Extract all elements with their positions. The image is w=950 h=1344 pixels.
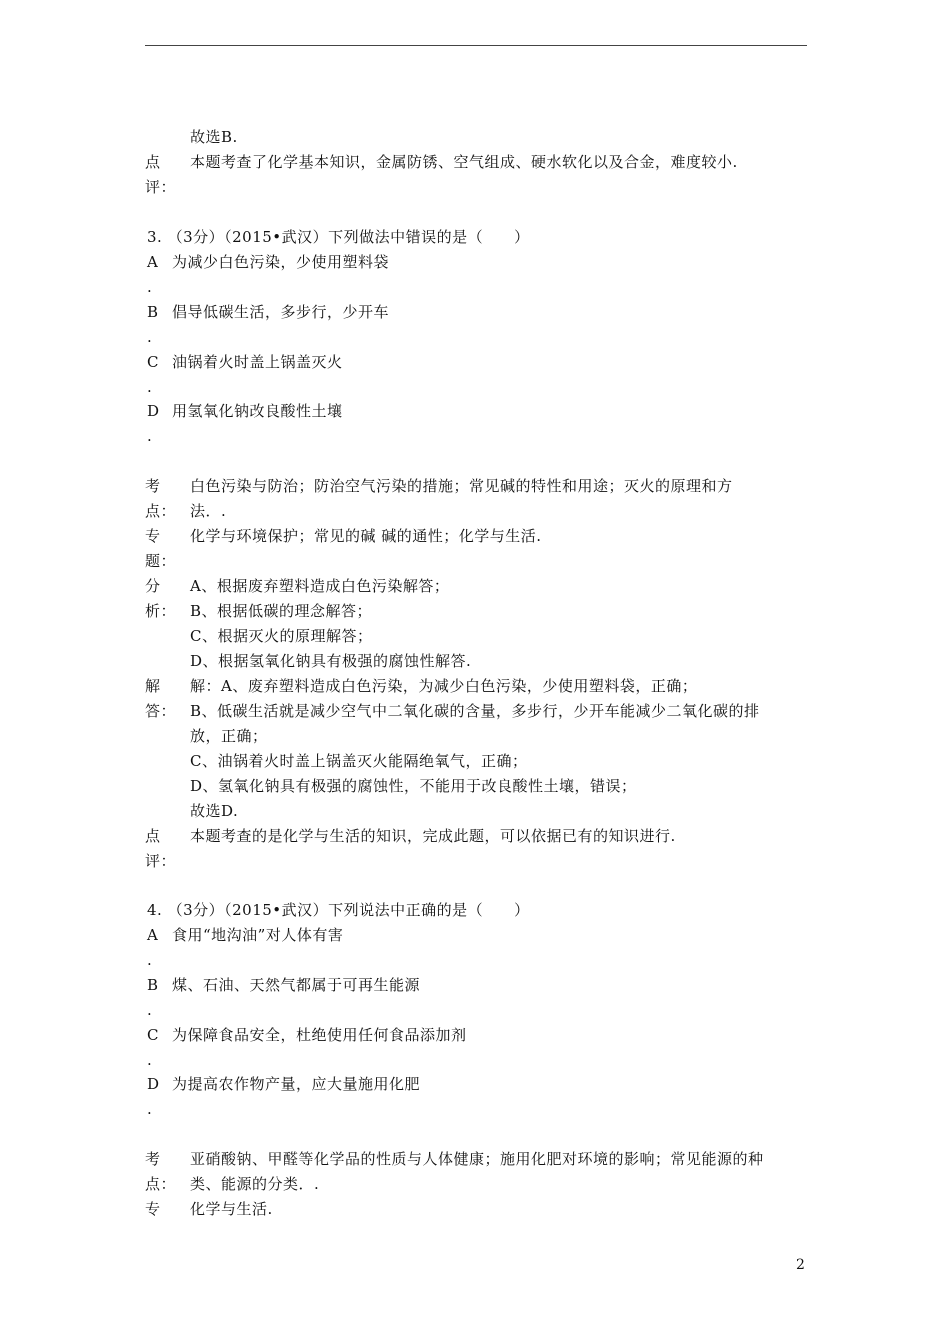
q4-option-c-text: 为保障食品安全，杜绝使用任何食品添加剂 <box>172 1026 467 1044</box>
q3-jieda-line: D、氢氧化钠具有极强的腐蚀性，不能用于改良酸性土壤，错误； <box>190 777 637 795</box>
header-rule <box>145 45 807 46</box>
q3-option-c-text: 油锅着火时盖上锅盖灭火 <box>172 353 343 371</box>
q3-option-d-letter: D <box>147 402 160 420</box>
q4-stem: 4. （3分）（2015•武汉）下列说法中正确的是（ ） <box>147 901 530 919</box>
q3-option-a-text: 为减少白色污染，少使用塑料袋 <box>172 253 390 271</box>
q3-option-d-text: 用氢氧化钠改良酸性土壤 <box>172 402 343 420</box>
q4-option-d-letter: D <box>147 1075 160 1093</box>
q4-option-a-dot: . <box>147 951 153 969</box>
q4-option-b-text: 煤、石油、天然气都属于可再生能源 <box>172 976 421 994</box>
q4-kaodian-text-2: 类、能源的分类．. <box>190 1175 320 1193</box>
q3-kaodian-label-2: 点： <box>145 502 177 520</box>
q3-dianping-label-2: 评： <box>145 852 177 870</box>
q3-stem: 3. （3分）（2015•武汉）下列做法中错误的是（ ） <box>147 228 530 246</box>
q4-kaodian-label: 考 <box>145 1150 161 1168</box>
q3-jieda-line: 故选D. <box>190 802 239 820</box>
q3-zhuanti-label: 专 <box>145 527 161 545</box>
q3-fenxi-line: C、根据灭火的原理解答； <box>190 627 373 645</box>
q3-kaodian-label: 考 <box>145 477 161 495</box>
q3-option-d-dot: . <box>147 427 153 445</box>
q3-fenxi-label-2: 析： <box>145 602 177 620</box>
q3-kaodian-text: 白色污染与防治；防治空气污染的措施；常见碱的特性和用途；灭火的原理和方 <box>190 477 733 495</box>
q3-dianping-label: 点 <box>145 827 161 845</box>
q3-jieda-line: 放，正确； <box>190 727 268 745</box>
q3-jieda-line: 解：A、废弃塑料造成白色污染，为减少白色污染，少使用塑料袋，正确； <box>190 677 698 695</box>
q4-option-b-dot: . <box>147 1001 153 1019</box>
q3-jieda-line: C、油锅着火时盖上锅盖灭火能隔绝氧气，正确； <box>190 752 528 770</box>
q3-option-b-dot: . <box>147 328 153 346</box>
q3-dianping-text: 本题考查的是化学与生活的知识，完成此题，可以依据已有的知识进行. <box>190 827 676 845</box>
q3-jieda-label: 解 <box>145 677 161 695</box>
q3-option-b-text: 倡导低碳生活，多步行，少开车 <box>172 303 390 321</box>
q4-option-c-letter: C <box>147 1026 159 1044</box>
prev-comment-label-2: 评： <box>145 178 177 196</box>
q3-fenxi-label: 分 <box>145 577 161 595</box>
q3-option-c-dot: . <box>147 378 153 396</box>
q3-jieda-label-2: 答： <box>145 702 177 720</box>
prev-comment-text: 本题考查了化学基本知识，金属防锈、空气组成、硬水软化以及合金，难度较小. <box>190 153 738 171</box>
q4-option-d-text: 为提高农作物产量，应大量施用化肥 <box>172 1075 421 1093</box>
q3-option-a-letter: A <box>147 253 159 271</box>
q4-option-c-dot: . <box>147 1051 153 1069</box>
prev-comment-label: 点 <box>145 153 161 171</box>
q3-option-b-letter: B <box>147 303 159 321</box>
q4-zhuanti-text: 化学与生活. <box>190 1200 273 1218</box>
q3-fenxi-line: D、根据氢氧化钠具有极强的腐蚀性解答. <box>190 652 472 670</box>
q3-option-a-dot: . <box>147 278 153 296</box>
q3-fenxi-line: A、根据废弃塑料造成白色污染解答； <box>190 577 450 595</box>
q4-option-a-letter: A <box>147 926 159 944</box>
q4-option-d-dot: . <box>147 1100 153 1118</box>
q3-option-c-letter: C <box>147 353 159 371</box>
q3-jieda-line: B、低碳生活就是减少空气中二氧化碳的含量，多步行，少开车能减少二氧化碳的排 <box>190 702 760 720</box>
q4-kaodian-text: 亚硝酸钠、甲醛等化学品的性质与人体健康；施用化肥对环境的影响；常见能源的种 <box>190 1150 764 1168</box>
q4-option-a-text: 食用“地沟油”对人体有害 <box>172 926 344 944</box>
page-number: 2 <box>796 1257 805 1273</box>
q3-kaodian-text-2: 法．. <box>190 502 227 520</box>
q3-fenxi-line: B、根据低碳的理念解答； <box>190 602 373 620</box>
q4-kaodian-label-2: 点： <box>145 1175 177 1193</box>
q3-zhuanti-text: 化学与环境保护；常见的碱 碱的通性；化学与生活. <box>190 527 542 545</box>
prev-conclusion: 故选B. <box>190 128 238 146</box>
q3-zhuanti-label-2: 题： <box>145 552 177 570</box>
q4-zhuanti-label: 专 <box>145 1200 161 1218</box>
q4-option-b-letter: B <box>147 976 159 994</box>
